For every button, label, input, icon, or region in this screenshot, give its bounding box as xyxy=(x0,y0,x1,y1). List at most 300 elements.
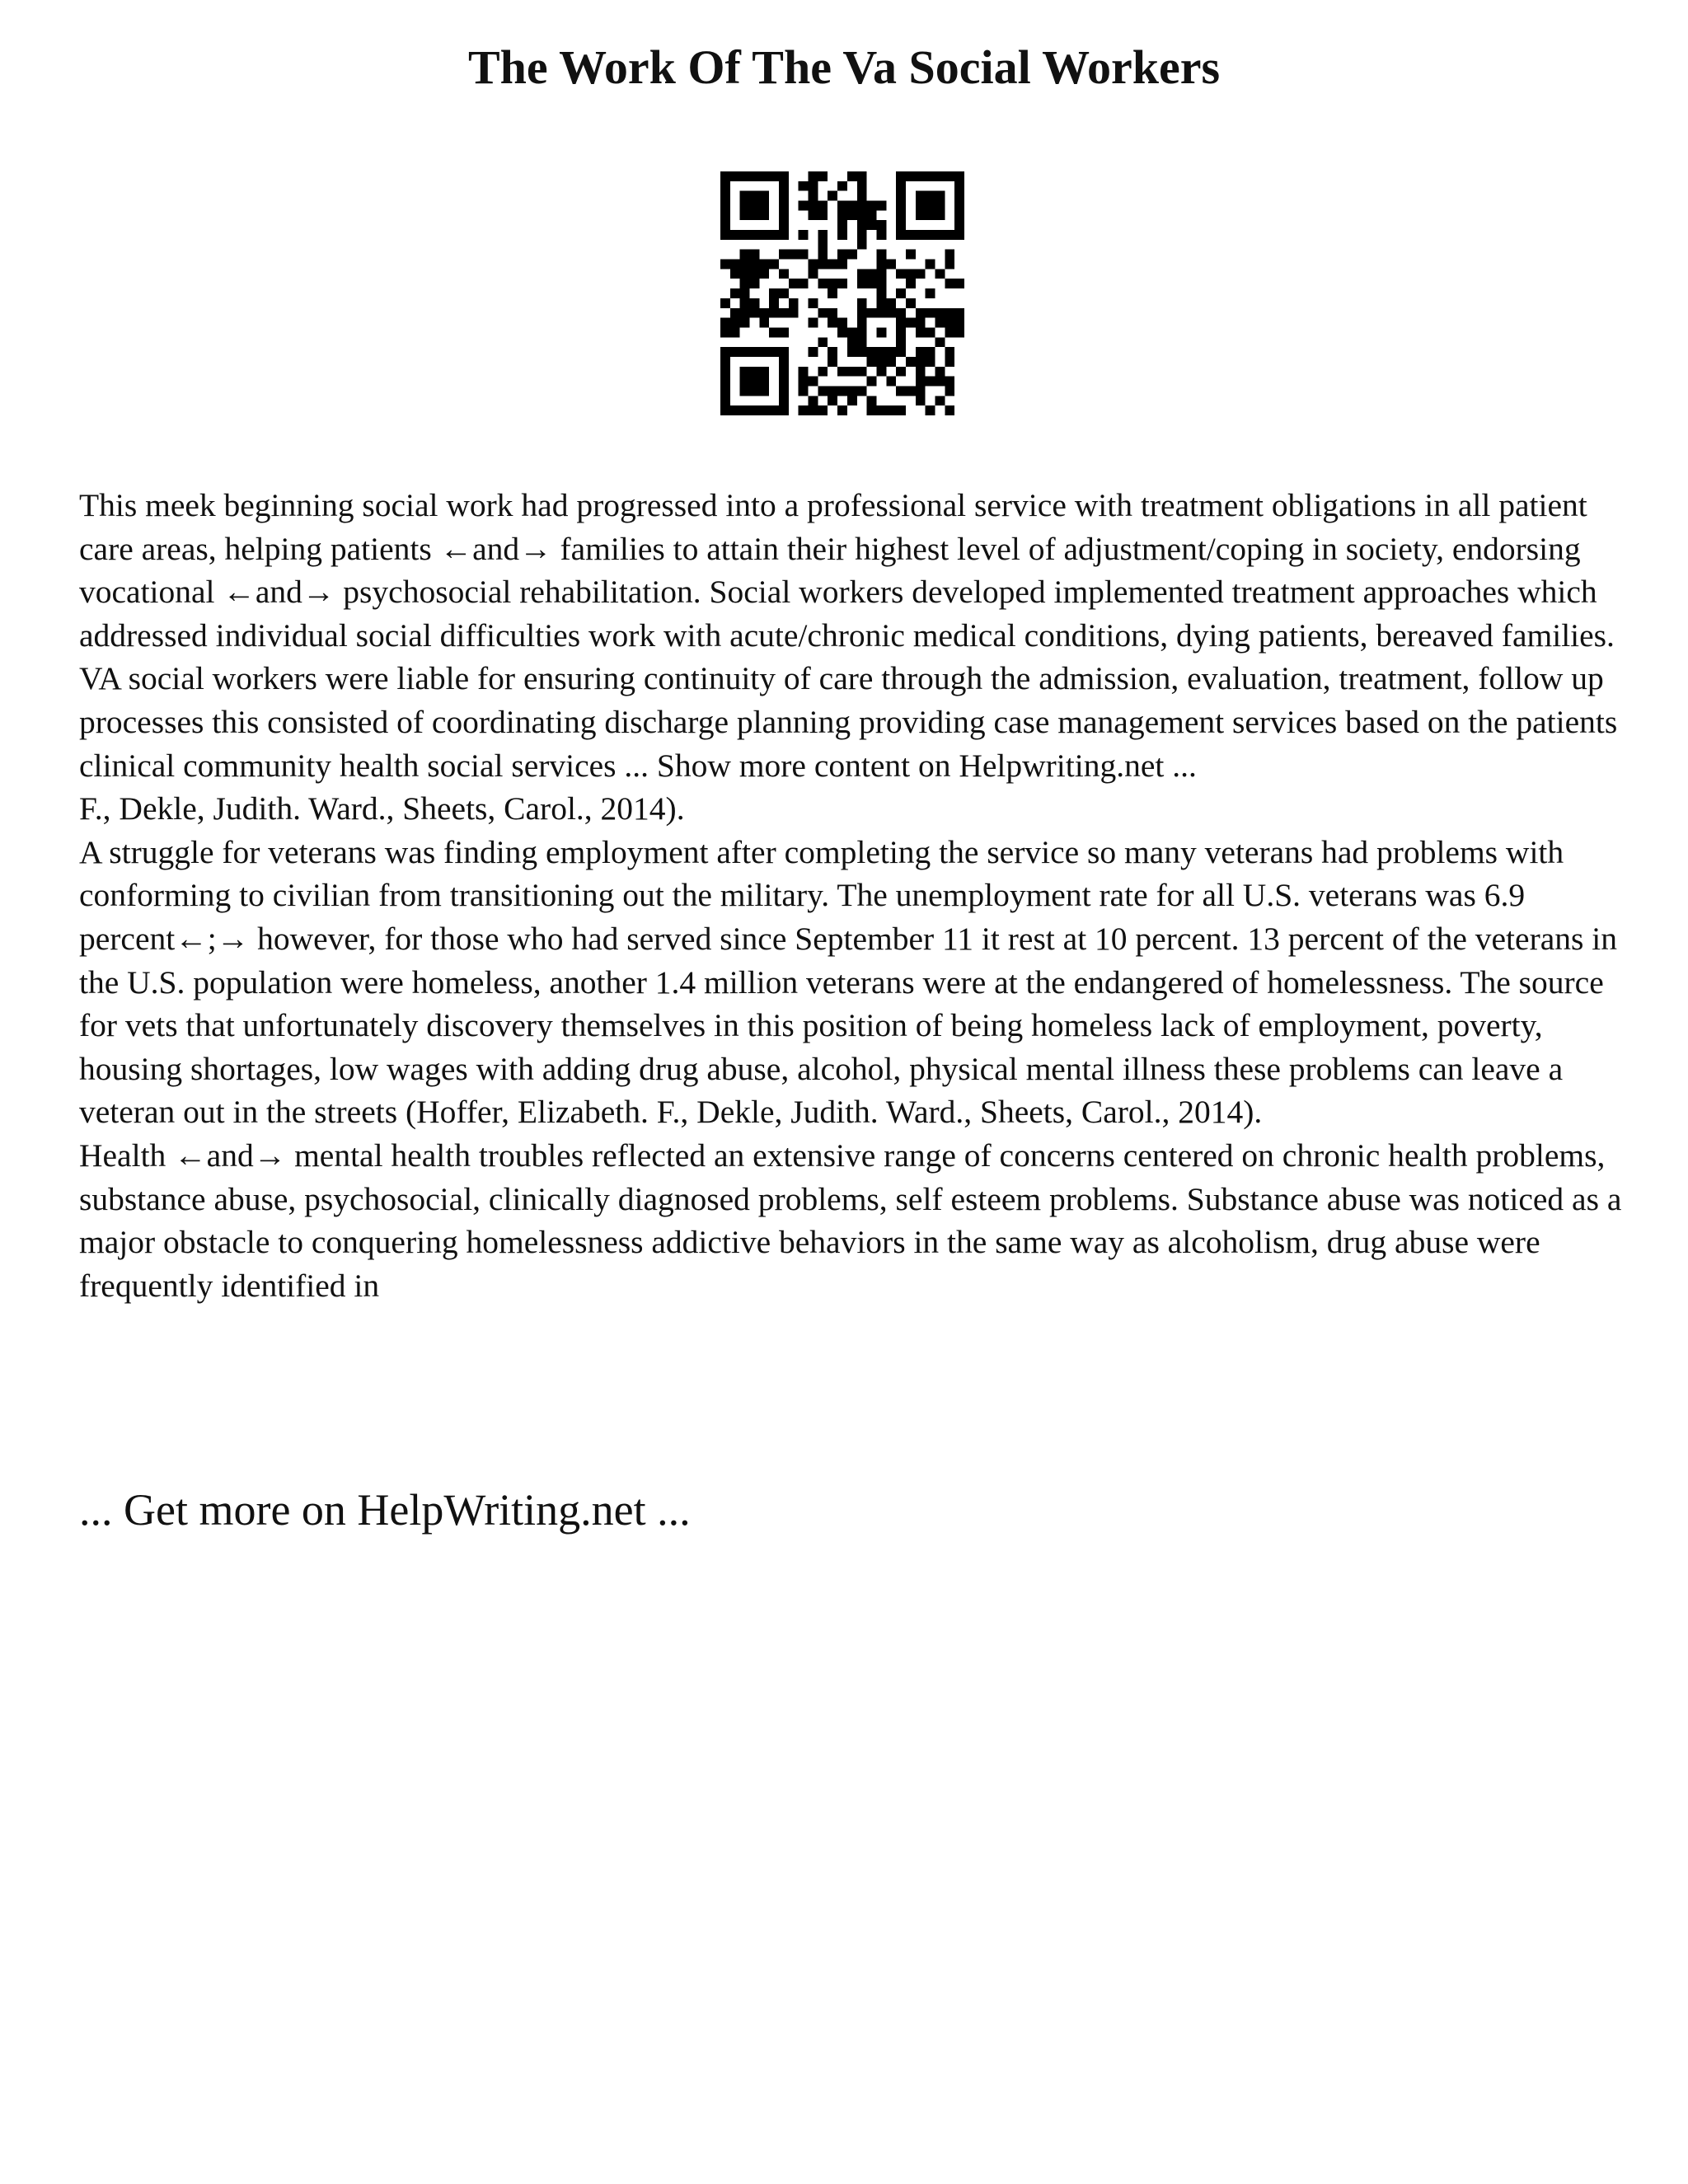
qr-module xyxy=(926,357,935,367)
qr-module xyxy=(818,201,828,211)
qr-module xyxy=(818,308,828,318)
qr-module xyxy=(750,269,760,279)
qr-module xyxy=(730,405,740,415)
qr-module xyxy=(779,308,789,318)
qr-module xyxy=(828,308,837,318)
qr-module xyxy=(740,210,750,220)
qr-module xyxy=(847,386,857,396)
qr-module xyxy=(779,220,789,230)
qr-module xyxy=(740,269,750,279)
qr-module xyxy=(720,405,730,415)
qr-module xyxy=(945,230,954,240)
get-more-link[interactable]: ... Get more on HelpWriting.net ... xyxy=(79,1485,691,1535)
qr-module xyxy=(779,405,789,415)
qr-module xyxy=(896,171,906,181)
qr-module xyxy=(954,327,964,337)
qr-module xyxy=(906,171,916,181)
qr-module xyxy=(759,260,769,269)
qr-module xyxy=(896,210,906,220)
qr-module xyxy=(867,279,877,288)
qr-module xyxy=(789,308,799,318)
qr-module xyxy=(779,250,789,260)
qr-module xyxy=(857,298,867,308)
qr-module xyxy=(818,210,828,220)
qr-module xyxy=(769,327,779,337)
qr-module xyxy=(886,357,896,367)
qr-module xyxy=(769,171,779,181)
qr-module xyxy=(809,201,818,211)
qr-module xyxy=(935,201,945,211)
qr-module xyxy=(720,367,730,377)
qr-module xyxy=(945,171,954,181)
qr-module xyxy=(886,377,896,387)
qr-module xyxy=(935,230,945,240)
qr-module xyxy=(954,220,964,230)
qr-module xyxy=(720,230,730,240)
qr-module xyxy=(935,396,945,405)
qr-module xyxy=(906,318,916,328)
qr-module xyxy=(720,260,730,269)
qr-module xyxy=(720,357,730,367)
qr-module xyxy=(945,357,954,367)
qr-module xyxy=(759,386,769,396)
qr-module xyxy=(857,308,867,318)
qr-module xyxy=(809,347,818,357)
qr-module xyxy=(740,347,750,357)
qr-module xyxy=(935,171,945,181)
qr-module xyxy=(896,288,906,298)
qr-module xyxy=(935,210,945,220)
qr-module xyxy=(769,298,779,308)
qr-module xyxy=(809,210,818,220)
qr-module xyxy=(759,201,769,211)
qr-module xyxy=(799,201,809,211)
qr-module xyxy=(750,210,760,220)
qr-module xyxy=(759,318,769,328)
qr-module xyxy=(779,386,789,396)
qr-module xyxy=(750,308,760,318)
qr-module xyxy=(857,279,867,288)
document-body xyxy=(79,484,1629,1307)
qr-module xyxy=(954,230,964,240)
qr-module xyxy=(769,308,779,318)
qr-module xyxy=(740,405,750,415)
qr-module xyxy=(847,396,857,405)
qr-module xyxy=(828,191,837,201)
qr-module xyxy=(828,279,837,288)
qr-module xyxy=(935,269,945,279)
qr-module xyxy=(769,347,779,357)
qr-module xyxy=(945,327,954,337)
qr-module xyxy=(759,230,769,240)
qr-module xyxy=(847,337,857,347)
qr-module xyxy=(876,308,886,318)
qr-module xyxy=(916,210,926,220)
qr-module xyxy=(916,377,926,387)
qr-module xyxy=(935,308,945,318)
qr-module xyxy=(779,191,789,201)
qr-module xyxy=(730,269,740,279)
qr-module xyxy=(896,405,906,415)
qr-module xyxy=(954,279,964,288)
qr-module xyxy=(837,210,847,220)
qr-module xyxy=(769,288,779,298)
qr-module xyxy=(759,191,769,201)
qr-module xyxy=(779,171,789,181)
qr-module xyxy=(809,318,818,328)
qr-module xyxy=(857,337,867,347)
qr-module xyxy=(906,230,916,240)
qr-module xyxy=(945,308,954,318)
qr-module xyxy=(857,201,867,211)
qr-module xyxy=(867,269,877,279)
qr-module xyxy=(945,318,954,328)
qr-module xyxy=(926,288,935,298)
qr-module xyxy=(916,347,926,357)
qr-module xyxy=(818,260,828,269)
qr-module xyxy=(799,377,809,387)
qr-module xyxy=(896,318,906,328)
qr-module xyxy=(926,347,935,357)
qr-module xyxy=(916,386,926,396)
qr-module xyxy=(926,260,935,269)
qr-module xyxy=(886,298,896,308)
qr-module xyxy=(857,181,867,191)
qr-module xyxy=(926,405,935,415)
qr-module xyxy=(818,279,828,288)
qr-module xyxy=(926,171,935,181)
qr-module xyxy=(799,279,809,288)
qr-module xyxy=(857,327,867,337)
qr-module xyxy=(876,260,886,269)
qr-module xyxy=(837,250,847,260)
qr-module xyxy=(926,327,935,337)
qr-module xyxy=(876,367,886,377)
qr-module xyxy=(740,191,750,201)
qr-module xyxy=(837,318,847,328)
qr-module xyxy=(809,396,818,405)
qr-code-icon xyxy=(720,171,964,415)
qr-module xyxy=(799,250,809,260)
qr-module xyxy=(916,396,926,405)
qr-module xyxy=(837,201,847,211)
qr-module xyxy=(750,171,760,181)
qr-module xyxy=(876,279,886,288)
qr-module xyxy=(828,357,837,367)
qr-module xyxy=(906,386,916,396)
qr-module xyxy=(799,230,809,240)
qr-module xyxy=(916,191,926,201)
qr-module xyxy=(945,347,954,357)
qr-module xyxy=(867,405,877,415)
qr-module xyxy=(809,298,818,308)
qr-module xyxy=(867,347,877,357)
qr-module xyxy=(818,171,828,181)
qr-module xyxy=(954,308,964,318)
qr-module xyxy=(779,201,789,211)
qr-module xyxy=(876,288,886,298)
qr-module xyxy=(926,201,935,211)
qr-module xyxy=(809,181,818,191)
qr-module xyxy=(857,191,867,201)
qr-module xyxy=(847,327,857,337)
qr-module xyxy=(837,260,847,269)
qr-module xyxy=(789,250,799,260)
qr-module xyxy=(720,220,730,230)
qr-module xyxy=(809,171,818,181)
qr-module xyxy=(818,230,828,240)
qr-module xyxy=(740,288,750,298)
qr-module xyxy=(837,405,847,415)
qr-module xyxy=(828,260,837,269)
qr-module xyxy=(730,308,740,318)
qr-module xyxy=(720,298,730,308)
qr-module xyxy=(779,230,789,240)
qr-module xyxy=(954,181,964,191)
qr-module xyxy=(954,318,964,328)
qr-module xyxy=(867,377,877,387)
qr-module xyxy=(779,327,789,337)
qr-module xyxy=(896,220,906,230)
qr-module xyxy=(896,269,906,279)
qr-module xyxy=(857,230,867,240)
qr-module xyxy=(837,220,847,230)
qr-module xyxy=(886,260,896,269)
qr-module xyxy=(750,367,760,377)
qr-module xyxy=(926,308,935,318)
qr-module xyxy=(740,367,750,377)
qr-module xyxy=(730,347,740,357)
qr-module xyxy=(828,347,837,357)
qr-module xyxy=(769,405,779,415)
qr-module xyxy=(916,308,926,318)
qr-module xyxy=(876,347,886,357)
qr-module xyxy=(769,230,779,240)
qr-module xyxy=(740,298,750,308)
qr-module xyxy=(750,201,760,211)
qr-module xyxy=(750,191,760,201)
qr-module xyxy=(886,405,896,415)
qr-module xyxy=(828,386,837,396)
qr-module xyxy=(740,318,750,328)
qr-module xyxy=(916,230,926,240)
qr-module xyxy=(926,230,935,240)
qr-module xyxy=(857,269,867,279)
qr-module xyxy=(809,405,818,415)
qr-module xyxy=(779,181,789,191)
qr-module xyxy=(954,191,964,201)
qr-module xyxy=(779,377,789,387)
qr-module xyxy=(720,171,730,181)
qr-module xyxy=(740,171,750,181)
qr-module xyxy=(720,377,730,387)
qr-module xyxy=(945,260,954,269)
qr-module xyxy=(876,201,886,211)
qr-module xyxy=(926,377,935,387)
qr-module xyxy=(867,396,877,405)
qr-module xyxy=(720,201,730,211)
qr-module xyxy=(954,201,964,211)
qr-module xyxy=(926,210,935,220)
qr-module xyxy=(876,250,886,260)
qr-module xyxy=(916,327,926,337)
paragraph-employment: A struggle for veterans was finding employment after completing the service so many veterans had problems with conforming to civilian from transitioning out the military. The unemployment rate for all U.S. veterans was 6.9 percent←;→ however, for those who had served since September 11 it rest at 10 percent. 13 percent of the veterans in the U.S. population were homeless, another 1.4 million veterans were at the endangered of homelessness. The source for vets that unfortunately discovery themselves in this position of being homeless lack of employment, poverty, housing shortages, low wages with adding drug abuse, alcohol, physical mental illness these problems can leave a veteran out in the streets (Hoffer, Elizabeth. F., Dekle, Judith. Ward., Sheets, Carol., 2014). xyxy=(79,833,1617,1131)
qr-module xyxy=(847,171,857,181)
qr-module xyxy=(828,396,837,405)
qr-module xyxy=(750,405,760,415)
qr-module xyxy=(809,191,818,201)
qr-module xyxy=(740,377,750,387)
qr-module xyxy=(896,347,906,357)
qr-module xyxy=(759,377,769,387)
qr-module xyxy=(886,308,896,318)
qr-module xyxy=(857,210,867,220)
qr-module xyxy=(916,367,926,377)
qr-module xyxy=(954,210,964,220)
qr-module xyxy=(769,260,779,269)
qr-module xyxy=(750,250,760,260)
qr-module xyxy=(779,210,789,220)
qr-module xyxy=(916,357,926,367)
qr-module xyxy=(818,240,828,250)
qr-module xyxy=(847,250,857,260)
qr-module xyxy=(837,181,847,191)
qr-module xyxy=(759,367,769,377)
paragraph-intro: This meek beginning social work had progressed into a professional service with treatment obligations in all patient care areas, helping patients ←and→ families to attain their highest level of adjustment/coping in society, endorsing vocational ←and→ psychosocial rehabilitation. Social workers developed implemented treatment approaches which addressed individual social difficulties work with acute/chronic medical conditions, dying patients, bereaved families. VA social workers were liable for ensuring continuity of care through the admission, evaluation, treatment, follow up processes this consisted of coordinating discharge planning providing case management services based on the patients clinical community health social services ... Show more content on Helpwriting.net ... xyxy=(79,487,1618,784)
qr-module xyxy=(896,337,906,347)
qr-module xyxy=(730,171,740,181)
qr-module xyxy=(867,357,877,367)
qr-module xyxy=(720,386,730,396)
qr-module xyxy=(809,269,818,279)
qr-module xyxy=(876,298,886,308)
qr-module xyxy=(779,367,789,377)
qr-module xyxy=(750,230,760,240)
qr-module xyxy=(730,327,740,337)
qr-module xyxy=(837,386,847,396)
qr-module xyxy=(916,318,926,328)
qr-module xyxy=(720,347,730,357)
qr-module xyxy=(759,171,769,181)
qr-module xyxy=(759,308,769,318)
qr-module xyxy=(779,347,789,357)
qr-module xyxy=(954,171,964,181)
paragraph-health: Health ←and→ mental health troubles reflected an extensive range of concerns centered on chronic health problems, substance abuse, psychosocial, clinically diagnosed problems, self esteem problems. Substance abuse was noticed as a major obstacle to conquering homelessness addictive behaviors in the same way as alcoholism, drug abuse were frequently identified in xyxy=(79,1137,1622,1304)
qr-module xyxy=(935,318,945,328)
paragraph-citation: F., Dekle, Judith. Ward., Sheets, Carol., 2014). xyxy=(79,790,685,827)
qr-module xyxy=(720,396,730,405)
qr-module xyxy=(876,405,886,415)
qr-module xyxy=(876,230,886,240)
qr-module xyxy=(740,201,750,211)
qr-module xyxy=(740,250,750,260)
qr-module xyxy=(750,347,760,357)
qr-module xyxy=(935,367,945,377)
qr-module xyxy=(799,405,809,415)
qr-module xyxy=(837,367,847,377)
qr-module xyxy=(809,260,818,269)
qr-module xyxy=(818,250,828,260)
qr-module xyxy=(750,260,760,269)
qr-module xyxy=(906,250,916,260)
qr-module xyxy=(857,318,867,328)
qr-module xyxy=(945,405,954,415)
qr-module xyxy=(750,386,760,396)
qr-module xyxy=(750,298,760,308)
qr-module xyxy=(828,318,837,328)
qr-module xyxy=(799,367,809,377)
qr-module xyxy=(740,279,750,288)
qr-module xyxy=(896,367,906,377)
qr-module xyxy=(799,181,809,191)
qr-module xyxy=(847,210,857,220)
qr-module xyxy=(896,308,906,318)
qr-module xyxy=(935,191,945,201)
qr-module xyxy=(828,288,837,298)
qr-module xyxy=(916,269,926,279)
qr-module xyxy=(720,181,730,191)
qr-module xyxy=(789,298,799,308)
qr-module xyxy=(720,191,730,201)
qr-module xyxy=(857,367,867,377)
qr-module xyxy=(847,367,857,377)
qr-module xyxy=(867,220,877,230)
qr-module xyxy=(876,327,886,337)
qr-module xyxy=(896,181,906,191)
qr-module xyxy=(857,220,867,230)
qr-module xyxy=(867,201,877,211)
qr-module xyxy=(896,386,906,396)
qr-module xyxy=(906,269,916,279)
qr-module xyxy=(720,327,730,337)
qr-module xyxy=(906,279,916,288)
qr-module xyxy=(740,308,750,318)
qr-module xyxy=(750,377,760,387)
qr-module xyxy=(847,201,857,211)
qr-module xyxy=(837,230,847,240)
qr-module xyxy=(837,279,847,288)
qr-module xyxy=(847,347,857,357)
qr-module xyxy=(876,269,886,279)
qr-module xyxy=(759,269,769,279)
qr-module xyxy=(779,396,789,405)
qr-module xyxy=(857,347,867,357)
qr-module xyxy=(857,240,867,250)
qr-module xyxy=(779,269,789,279)
qr-module xyxy=(896,327,906,337)
qr-module xyxy=(857,386,867,396)
qr-module xyxy=(730,318,740,328)
qr-module xyxy=(818,337,828,347)
qr-module xyxy=(926,191,935,201)
qr-module xyxy=(720,318,730,328)
qr-module xyxy=(730,260,740,269)
qr-module xyxy=(789,279,799,288)
qr-module xyxy=(945,250,954,260)
qr-module xyxy=(896,230,906,240)
qr-module xyxy=(720,210,730,220)
qr-module xyxy=(867,308,877,318)
qr-module xyxy=(759,405,769,415)
qr-module xyxy=(906,298,916,308)
qr-module xyxy=(857,171,867,181)
qr-module xyxy=(818,386,828,396)
qr-module xyxy=(876,357,886,367)
qr-module xyxy=(916,171,926,181)
qr-module xyxy=(945,386,954,396)
qr-module xyxy=(945,377,954,387)
qr-module xyxy=(730,288,740,298)
